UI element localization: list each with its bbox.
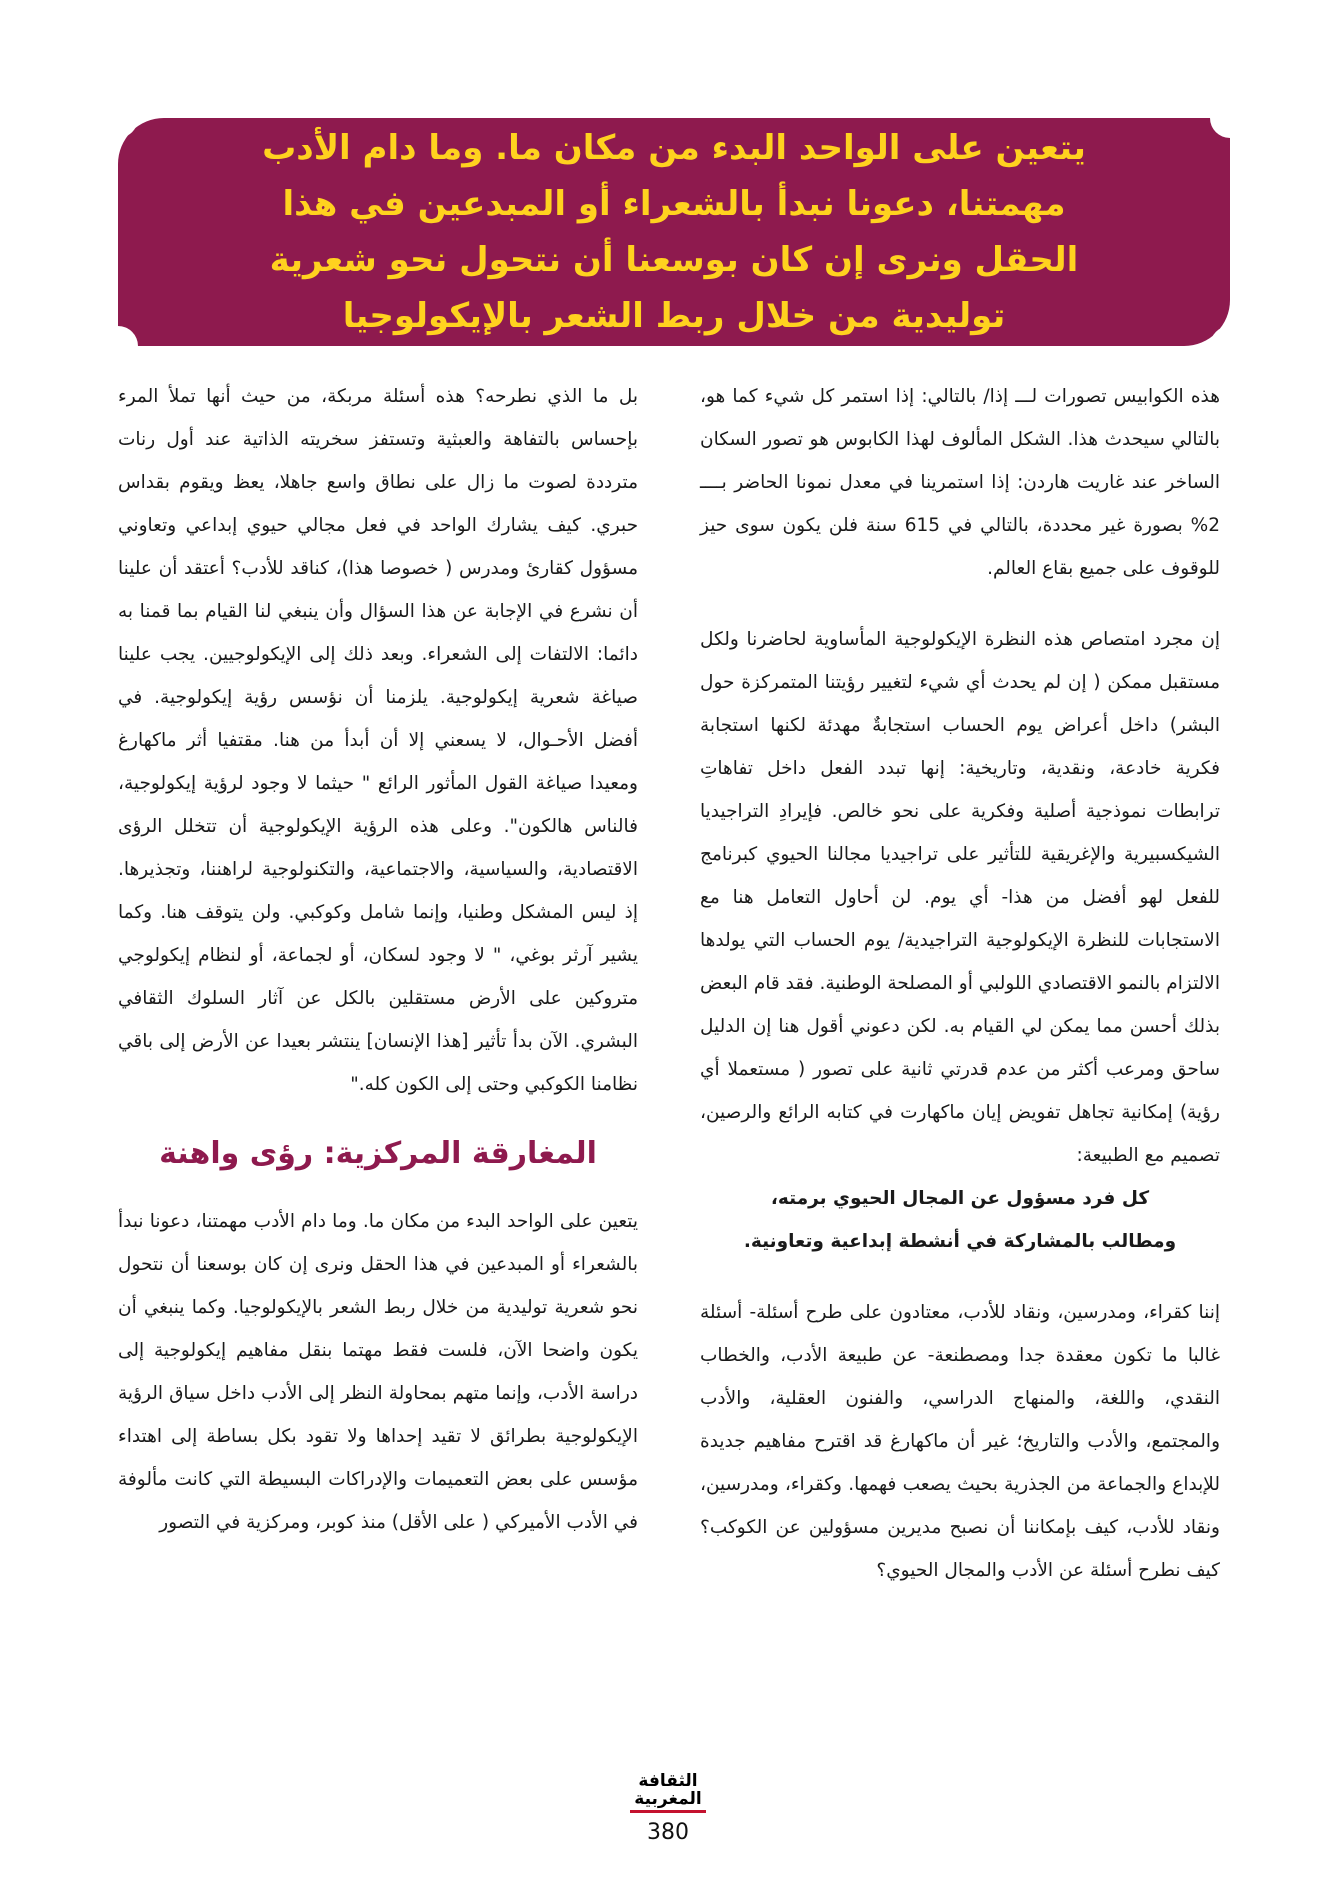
right-text-column	[700, 375, 1220, 1592]
logo-line: الثقافة	[638, 1770, 698, 1791]
banner-corner-notch	[98, 326, 138, 366]
section-heading: المغارقة المركزية: رؤى واهنة	[159, 1136, 597, 1171]
magazine-logo	[628, 1770, 708, 1814]
logo-rule	[630, 1810, 706, 1813]
left-text-column	[118, 375, 638, 1544]
banner-corner-notch	[1210, 326, 1250, 366]
pull-quote-banner	[118, 118, 1230, 346]
banner-corner-notch	[1210, 98, 1250, 138]
body-paragraph: إننا كقراء، ومدرسين، ونقاد للأدب، معتادون على طرح أسئلة- أسئلة غالبا ما تكون معقدة جدا ومصطنعة- عن طبيعة الأدب، والخطاب النقدي، واللغة، والمنهاج الدراسي، والفنون العقلية، والأدب والمجتمع، والأدب والتاريخ؛ غير أن ماكهارغ قد اقترح مفاهيم جديدة للإبداع والجماعة من الجذرية بحيث يصعب فهمها. وكقراء، ومدرسين، ونقاد للأدب، كيف بإمكاننا أن نصبح مديرين مسؤولين عن الكوكب؟ كيف نطرح أسئلة عن الأدب والمجال الحيوي؟	[700, 1302, 1220, 1581]
body-paragraph: هذه الكوابيس تصورات لـــ إذا/ بالتالي: إذا استمر كل شيء كما هو، بالتالي سيحدث هذا. الشكل المألوف لهذا الكابوس هو تصور السكان الساخر عند غاريت هاردن: إذا استمرينا في معدل نمونا الحاضر بــــ 2% بصورة غير محددة، بالتالي في 615 سنة فلن يكون سوى حيز للوقوف على جميع بقاع العالم.	[700, 386, 1220, 579]
body-paragraph: إن مجرد امتصاص هذه النظرة الإيكولوجية المأساوية لحاضرنا ولكل مستقبل ممكن ( إن لم يحدث أي شيء لتغيير رؤيتنا المتمركزة حول البشر) داخل أعراض يوم الحساب استجابةٌ مهدئة لكنها استجابة فكرية خادعة، ونقدية، وتاريخية: إنها تبدد الفعل داخل تفاهاتِ ترابطات نموذجية أصلية وفكرية على نحو خالص. فإيرادِ التراجيديا الشيكسبيرية والإغريقية للتأثير على تراجيديا مجالنا الحيوي كبرنامج للفعل لهو أفضل من هذا- أي يوم. لن أحاول التعامل هنا مع الاستجابات للنظرة الإيكولوجية التراجيدية/ يوم الحساب التي يولدها الالتزام بالنمو الاقتصادي اللولبي أو المصلحة الوطنية. فقد قام البعض بذلك أحسن مما يمكن لي القيام به. لكن دعوني أقول هنا إن الدليل ساحق ومرعب أكثر من عدم قدرتي ثانية على تصور ( مستعملا أي رؤية) إمكانية تجاهل تفويض إيان ماكهارت في كتابه الرائع والرصين، تصميم مع الطبيعة:	[700, 629, 1220, 1166]
bold-quote-line: كل فرد مسؤول عن المجال الحيوي برمته،	[770, 1188, 1150, 1209]
bold-quote-line: ومطالب بالمشاركة في أنشطة إبداعية وتعاونية.	[743, 1231, 1177, 1252]
body-paragraph: يتعين على الواحد البدء من مكان ما. وما دام الأدب مهمتنا، دعونا نبدأ بالشعراء أو المبدعين في هذا الحقل ونرى إن كان بوسعنا أن نتحول نحو شعرية توليدية من خلال ربط الشعر بالإيكولوجيا. وكما ينبغي أن يكون واضحا الآن، فلست فقط مهتما بنقل مفاهيم إيكولوجية إلى دراسة الأدب، وإنما متهم بمحاولة النظر إلى الأدب داخل سياق الرؤية الإيكولوجية بطرائق لا تقيد إحداها ولا تقود بكل بساطة إلى اهتداء مؤسس على بعض التعميمات والإدراكات البسيطة التي كانت مألوفة في الأدب الأميركي ( على الأقل) منذ كوبر، ومركزية في التصور	[118, 1211, 638, 1533]
page-number: 380	[647, 1820, 689, 1845]
logo-line: المغربية	[634, 1788, 702, 1809]
body-paragraph: بل ما الذي نطرحه؟ هذه أسئلة مربكة، من حيث أنها تملأ المرء بإحساس بالتفاهة والعبثية وتستفز سخريته الذاتية عند أول رنات مترددة لصوت ما زال على نطاق واسع جاهلا، يعظ ويقوم بقداس حبري. كيف يشارك الواحد في فعل مجالي حيوي إبداعي وتعاوني مسؤول كقارئ ومدرس ( خصوصا هذا)، كناقد للأدب؟ أعتقد أن علينا أن نشرع في الإجابة عن هذا السؤال وأن ينبغي لنا القيام بما قمنا به دائما: الالتفات إلى الشعراء. وبعد ذلك إلى الإيكولوجيين. يجب علينا صياغة شعرية إيكولوجية. يلزمنا أن نؤسس رؤية إيكولوجية. في أفضل الأحـوال، لا يسعني إلا أن أبدأ من هنا. مقتفيا أثر ماكهارغ ومعيدا صياغة القول المأثور الرائع " حيثما لا وجود لرؤية إيكولوجية، فالناس هالكون". وعلى هذه الرؤية الإيكولوجية أن تتخلل الرؤى الاقتصادية، والسياسية، والاجتماعية، والتكنولوجية لراهننا، وتجذيرها. إذ ليس المشكل وطنيا، وإنما شامل وكوكبي. ولن يتوقف هنا. وكما يشير آرثر بوغي، " لا وجود لسكان، أو لجماعة، أو لنظام إيكولوجي متروكين على الأرض مستقلين بالكل عن آثار السلوك الثقافي البشري. الآن بدأ تأثير [هذا الإنسان] ينتشر بعيدا عن الأرض إلى باقي نظامنا الكوكبي وحتى إلى الكون كله."	[118, 386, 638, 1095]
pull-quote-text: يتعين على الواحد البدء من مكان ما. وما دام الأدب مهمتنا، دعونا نبدأ بالشعراء أو المبدعين في هذا الحقل ونرى إن كان بوسعنا أن نتحول نحو شعرية توليدية من خلال ربط الشعر بالإيكولوجيا	[262, 128, 1086, 336]
banner-corner-notch	[98, 98, 138, 138]
